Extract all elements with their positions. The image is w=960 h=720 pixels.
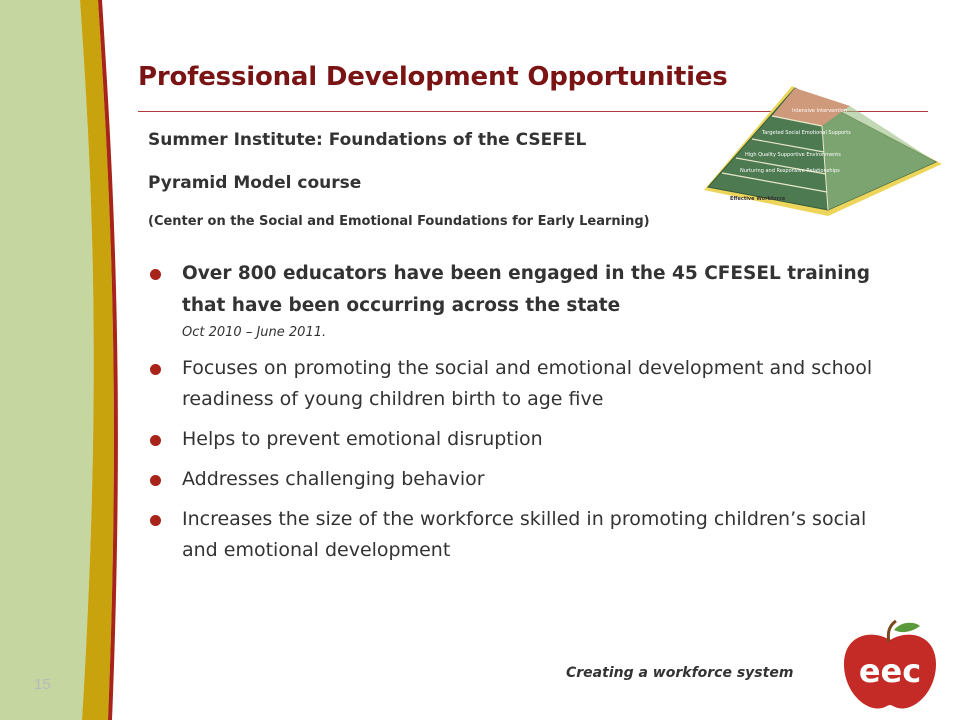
subtitle-line-2: Pyramid Model course [148,173,362,193]
footer-tagline: Creating a workforce system [566,665,794,681]
subtitle-line-1: Summer Institute: Foundations of the CSEFEL [148,130,587,150]
bullet-dot [150,515,161,526]
bullet-item [148,464,888,495]
bullet-text: Addresses challenging behavior [182,468,485,490]
bullet-text: Increases the size of the workforce skilled in promoting children’s social and emotional development [182,508,867,561]
bullet-date-note: Oct 2010 – June 2011. [182,325,327,340]
pyramid-level-5: Effective Workforce [730,196,786,202]
bullet-dot [150,269,161,280]
left-decorative-band [0,0,130,720]
subtitle-note: (Center on the Social and Emotional Foundations for Early Learning) [148,214,650,229]
pyramid-level-2: Targeted Social Emotional Supports [762,130,851,136]
slide-title: Professional Development Opportunities [138,62,728,92]
bullet-text: Helps to prevent emotional disruption [182,428,543,450]
bullet-list [148,258,888,575]
slide-number: 15 [34,676,51,693]
eec-apple-logo [840,620,940,714]
logo-text: eec [858,652,922,690]
bullet-item [148,353,888,415]
bullet-item [148,424,888,455]
bullet-dot [150,364,161,375]
bullet-text: Over 800 educators have been engaged in the 45 CFESEL training that have been occurring across the state [182,263,870,316]
bullet-item [148,504,888,566]
bullet-item [148,258,888,344]
bullet-dot [150,435,161,446]
pyramid-graphic [700,84,946,222]
pyramid-level-3: High Quality Supportive Environments [745,152,841,158]
pyramid-level-4: Nurturing and Responsive Relationships [740,168,840,174]
bullet-text: Focuses on promoting the social and emotional development and school readiness of young children birth to age five [182,357,873,410]
bullet-dot [150,475,161,486]
pyramid-level-1: Intensive Intervention [792,108,847,114]
